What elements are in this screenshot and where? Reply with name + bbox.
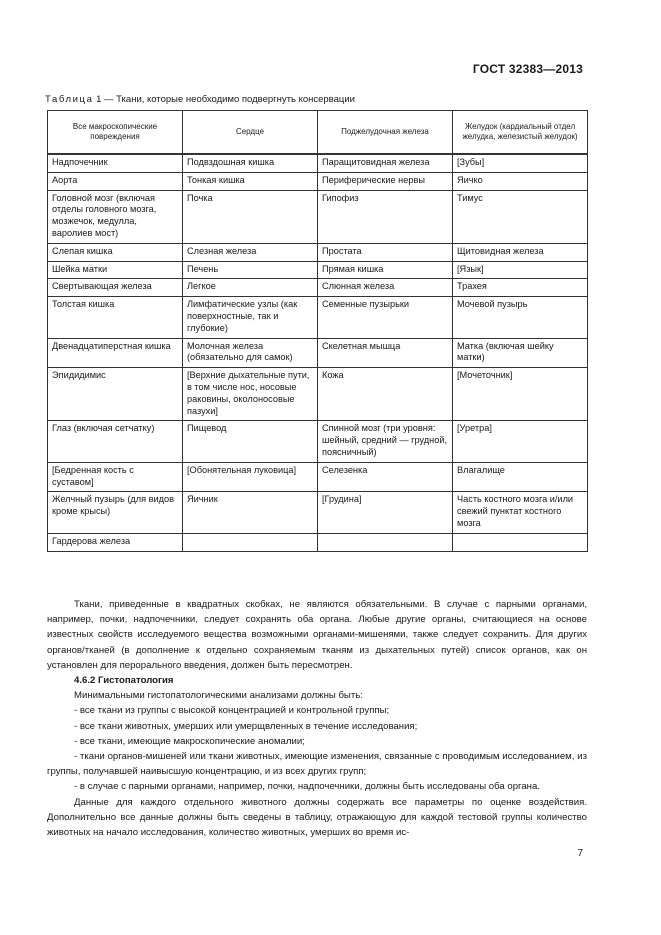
table-cell: Почка xyxy=(183,190,318,243)
list-item: - все ткани животных, умерших или умерщвленных в течение исследования; xyxy=(74,720,418,732)
paragraph-note: Ткани, приведенные в квадратных скобках, не являются обязательными. В случае с парными органами, например, почки, надпочечники, следует сохранять оба органа. Любые другие органы, считающиеся на основе известных свойств исследуемого вещества возможными органами-мишенями, также следует сохранить. Для других органов/тканей (в дополнение к отдельно сохраняемым тканям из дыхательных путей) список органов, как он установлен для перорального введения, должен быть пересмотрен. xyxy=(47,599,587,671)
table-cell: [Мочеточник] xyxy=(453,368,588,421)
table-cell: Яичник xyxy=(183,492,318,533)
table-cell: Молочная железа (обязательно для самок) xyxy=(183,338,318,368)
table-caption-label: Таблица xyxy=(45,94,94,105)
table-cell: Надпочечник xyxy=(48,154,183,172)
table-cell: Свертывающая железа xyxy=(48,279,183,297)
table-caption-text: — Ткани, которые необходимо подвергнуть консервации xyxy=(101,94,355,105)
table-cell: Яичко xyxy=(453,172,588,190)
table-cell: [Зубы] xyxy=(453,154,588,172)
list-item: - все ткани из группы с высокой концентрацией и контрольной группы; xyxy=(74,705,390,717)
table-row xyxy=(48,533,588,551)
table-row xyxy=(48,172,588,190)
table-cell: Селезенка xyxy=(318,462,453,492)
table-cell: Эпидидимис xyxy=(48,368,183,421)
table-cell: Слюнная железа xyxy=(318,279,453,297)
table-row xyxy=(48,338,588,368)
table-cell: Толстая кишка xyxy=(48,297,183,338)
table-cell: Легкое xyxy=(183,279,318,297)
table-cell xyxy=(453,533,588,551)
list-item: - в случае с парными органами, например, почки, надпочечники, должны быть исследованы оба органа. xyxy=(74,781,540,793)
table-cell: Часть костного мозга и/или свежий пунктат костного мозга xyxy=(453,492,588,533)
paragraph-intro: Минимальными гистопатологическими анализами должны быть: xyxy=(74,690,363,702)
table-cell: Слезная железа xyxy=(183,243,318,261)
table-cell: [Бедренная кость с суставом] xyxy=(48,462,183,492)
table-cell: Печень xyxy=(183,261,318,279)
list-item: - все ткани, имеющие макроскопические аномалии; xyxy=(74,735,305,747)
table-cell: Подвздошная кишка xyxy=(183,154,318,172)
table-row xyxy=(48,261,588,279)
table-row xyxy=(48,492,588,533)
table-cell: [Верхние дыхательные пути, в том числе нос, носовые раковины, околоносовые пазухи] xyxy=(183,368,318,421)
table-cell: Простата xyxy=(318,243,453,261)
table-cell: Гипофиз xyxy=(318,190,453,243)
paragraph-data: Данные для каждого отдельного животного должны содержать все параметры по оценке воздействия. Дополнительно все данные должны быть сведены в таблицу, отражающую для каждой тестовой группы количество животных на начало исследования, количество животных, умерших во время ис- xyxy=(47,796,587,839)
table-cell: Прямая кишка xyxy=(318,261,453,279)
column-header: Поджелудочная железа xyxy=(318,111,453,155)
table-cell: Щитовидная железа xyxy=(453,243,588,261)
table-cell: Пищевод xyxy=(183,421,318,462)
section-heading: 4.6.2 Гистопатология xyxy=(74,675,174,687)
table-cell: Желчный пузырь (для видов кроме крысы) xyxy=(48,492,183,533)
table-header-row xyxy=(48,111,588,155)
column-header: Желудок (кардиальный отдел желудка, железистый желудок) xyxy=(453,111,588,155)
table-cell: Гардерова железа xyxy=(48,533,183,551)
table-cell: Периферические нервы xyxy=(318,172,453,190)
table-cell: Головной мозг (включая отделы головного мозга, мозжечок, медулла, варолиев мост) xyxy=(48,190,183,243)
table-cell: Кожа xyxy=(318,368,453,421)
table-cell: [Уретра] xyxy=(453,421,588,462)
table-cell: Аорта xyxy=(48,172,183,190)
table-cell: Тонкая кишка xyxy=(183,172,318,190)
table-row xyxy=(48,190,588,243)
table-cell xyxy=(183,533,318,551)
column-header: Сердце xyxy=(183,111,318,155)
table-cell: Лимфатические узлы (как поверхностные, так и глубокие) xyxy=(183,297,318,338)
table-cell: Мочевой пузырь xyxy=(453,297,588,338)
table-cell: Слепая кишка xyxy=(48,243,183,261)
table-caption xyxy=(45,94,355,105)
table-row xyxy=(48,279,588,297)
table-cell: [Обонятельная луковица] xyxy=(183,462,318,492)
table-cell: Тимус xyxy=(453,190,588,243)
table-caption-number: 1 xyxy=(96,94,102,105)
table-row xyxy=(48,462,588,492)
column-header: Все макроскопические повреждения xyxy=(48,111,183,155)
body-text xyxy=(47,597,587,840)
table-row xyxy=(48,421,588,462)
table-cell: Трахея xyxy=(453,279,588,297)
table-cell: [Грудина] xyxy=(318,492,453,533)
table-cell: Скелетная мышца xyxy=(318,338,453,368)
table-cell: Спинной мозг (три уровня: шейный, средний — грудной, поясничный) xyxy=(318,421,453,462)
table-cell: Паращитовидная железа xyxy=(318,154,453,172)
table-cell: Влагалище xyxy=(453,462,588,492)
table-cell: Двенадцатиперстная кишка xyxy=(48,338,183,368)
table-cell xyxy=(318,533,453,551)
table-cell: Семенные пузырьки xyxy=(318,297,453,338)
list-item: - ткани органов-мишеней или ткани животных, имеющие изменения, связанные с проводимым исследованием, из группы, получавшей наивысшую концентрацию, и из всех других групп; xyxy=(47,751,587,778)
table-cell: Шейка матки xyxy=(48,261,183,279)
table-cell: Матка (включая шейку матки) xyxy=(453,338,588,368)
table-cell: Глаз (включая сетчатку) xyxy=(48,421,183,462)
table-cell: [Язык] xyxy=(453,261,588,279)
page-number: 7 xyxy=(577,848,583,859)
document-standard-number: ГОСТ 32383—2013 xyxy=(472,62,583,76)
table-row xyxy=(48,243,588,261)
table-row xyxy=(48,154,588,172)
table-row xyxy=(48,368,588,421)
tissues-table xyxy=(47,110,588,552)
table-row xyxy=(48,297,588,338)
